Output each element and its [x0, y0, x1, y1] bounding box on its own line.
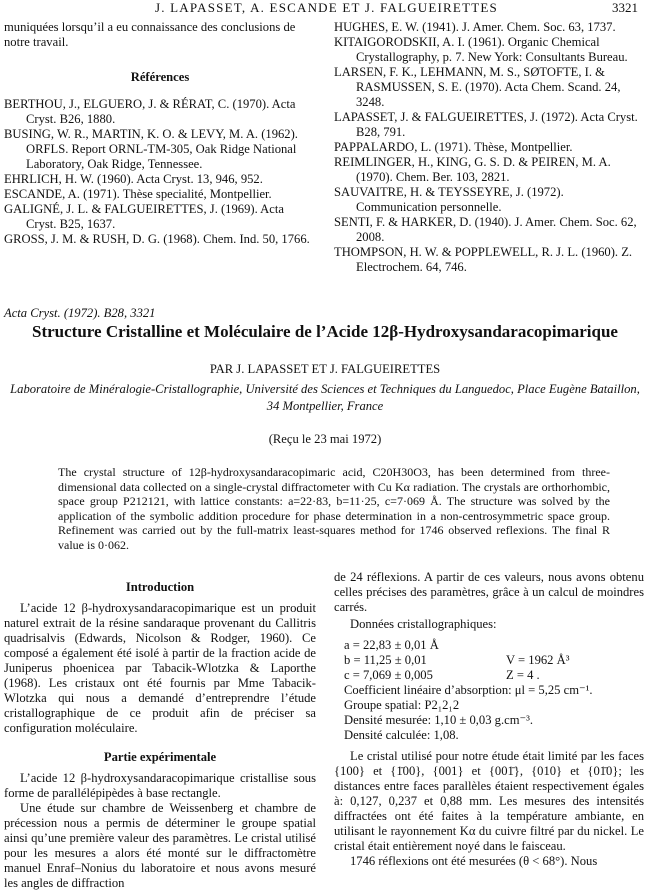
references-left-column [4, 20, 316, 247]
lattice-c: c = 7,069 ± 0,005 [344, 668, 433, 682]
reference-item: SAUVAITRE, H. & TEYSSEYRE, J. (1972). Communication personnelle. [334, 185, 564, 214]
reference-item: EHRLICH, H. W. (1960). Acta Cryst. 13, 946, 952. [4, 172, 263, 186]
reference-item: GALIGNÉ, J. L. & FALGUEIRETTES, J. (1969). Acta Cryst. B25, 1637. [4, 202, 284, 231]
reference-item: THOMPSON, H. W. & POPPLEWELL, R. J. L. (1960). Z. Electrochem. 64, 746. [334, 245, 633, 274]
page-number: 3321 [612, 0, 638, 15]
right-paragraph-2: Le cristal utilisé pour notre étude était limité par les faces {100} et {1̄00}, {001} et {001̄}, {010} et {01̄0}; les distances entre faces parallèles étaient respectivement égales à: 0,127, 0,237 et 0,88 mm. Les mesures des intensités diffractées ont été faites à la température ambiante, en utilisant le rayonnement Kα du cuivre filtré par du nickel. Le cristal était entièrement noyé dans le faisceau. [334, 749, 644, 853]
right-paragraph-1: de 24 réflexions. A partir de ces valeurs, nous avons obtenu celles précises des paramètres, grâce à un calcul de moindres carrés. [334, 570, 644, 614]
reference-list-left [4, 97, 316, 247]
reference-item: LAPASSET, J. & FALGUEIRETTES, J. (1972). Acta Cryst. B28, 791. [334, 110, 638, 139]
reference-item: BERTHOU, J., ELGUERO, J. & RÉRAT, C. (1970). Acta Cryst. B26, 1880. [4, 97, 296, 126]
experimental-paragraph-2: Une étude sur chambre de Weissenberg et chambre de précession nous a permis de déterminer le groupe spatial ainsi qu’une première valeur des paramètres. Le cristal utilisé pour les mesures a alors été monté sur le diffractomètre manuel Enraf–Nonius du laboratoire et nous avons mesuré les angles de diffraction [4, 801, 316, 890]
carryover-text: muniquées lorsqu’il a eu connaissance des conclusions de notre travail. [4, 20, 296, 49]
body-left-column [4, 574, 316, 891]
calculated-density: Densité calculée: 1,08. [344, 728, 459, 742]
references-heading: Références [130, 70, 190, 84]
measured-density: Densité mesurée: 1,10 ± 0,03 g.cm⁻³. [344, 713, 534, 727]
article-affiliation: Laboratoire de Minéralogie-Cristallographie, Université des Sciences et Techniques du Languedoc, Place Eugène Bataillon, 34 Montpellier, France [10, 382, 640, 413]
body-right-column [334, 570, 644, 869]
crystal-data-heading: Données cristallographiques: [350, 617, 497, 631]
lattice-a: a = 22,83 ± 0,01 Å [344, 638, 439, 652]
z-value: Z = 4 . [506, 668, 540, 682]
running-header [0, 0, 650, 16]
introduction-heading: Introduction [125, 580, 195, 594]
article-title: Structure Cristalline et Moléculaire de l’Acide 12β-Hydroxysandaracopimarique [32, 322, 618, 341]
reference-item: KITAIGORODSKII, A. I. (1961). Organic Chemical Crystallography, p. 7. New York: Consultants Bureau. [334, 35, 628, 64]
reference-item: HUGHES, E. W. (1941). J. Amer. Chem. Soc. 63, 1737. [334, 20, 616, 34]
references-right-column [334, 20, 644, 275]
crystal-data-block [334, 638, 644, 743]
reference-item: SENTI, F. & HARKER, D. (1940). J. Amer. Chem. Soc. 62, 2008. [334, 215, 637, 244]
reference-item: BUSING, W. R., MARTIN, K. O. & LEVY, M. A. (1962). ORFLS. Report ORNL-TM-305, Oak Ridge National Laboratory, Oak Ridge, Tennessee. [4, 127, 298, 171]
article-citation: Acta Cryst. (1972). B28, 3321 [4, 306, 156, 320]
article-authors: PAR J. LAPASSET ET J. FALGUEIRETTES [209, 362, 441, 376]
cell-volume: V = 1962 Å³ [506, 653, 570, 667]
received-date: (Reçu le 23 mai 1972) [268, 432, 382, 446]
reference-item: PAPPALARDO, L. (1971). Thèse, Montpellier. [334, 140, 573, 154]
lattice-b: b = 11,25 ± 0,01 [344, 653, 427, 667]
abstract: The crystal structure of 12β-hydroxysandaracopimaric acid, C20H30O3, has been determined from three-dimensional data collected on a single-crystal diffractometer with Cu Kα radiation. The crystals are orthorhombic, space group P212121, with lattice constants: a=22·83, b=11·25, c=7·069 Å. The structure was solved by the application of the symbolic addition procedure for phase determination in a non-centrosymmetric space group. Refinement was carried out by the full-matrix least-squares method for 1746 observed reflexions. The final R value is 0·062. [58, 465, 610, 552]
reference-item: ESCANDE, A. (1971). Thèse specialité, Montpellier. [4, 187, 272, 201]
introduction-text: L’acide 12 β-hydroxysandaracopimarique est un produit naturel extrait de la résine sandaraque provenant du Callitris quadrisalvis (Edwards, Nicolson & Rodger, 1960). Ce composé a également été isolé à partir de la fraction acide de Juniperus phoenicea par Tabacik-Wlotzka & Laporthe (1968). Les cristaux ont été fournis par Mme Tabacik-Wlotzka qui nous a demandé d’entreprendre l’étude cristallographique de ce produit afin de préciser sa configuration moléculaire. [4, 601, 316, 735]
running-title: J. LAPASSET, A. ESCANDE ET J. FALGUEIRETTES [155, 0, 498, 15]
space-group: Groupe spatial: P2₁2₁2 [344, 698, 460, 712]
reference-item: LARSEN, F. K., LEHMANN, M. S., SØTOFTE, I. & RASMUSSEN, S. E. (1970). Acta Chem. Scand. 24, 3248. [334, 65, 621, 109]
experimental-paragraph-1: L’acide 12 β-hydroxysandaracopimarique cristallise sous forme de parallélépipèdes à base rectangle. [4, 771, 316, 800]
reference-item: REIMLINGER, H., KING, G. S. D. & PEIREN, M. A. (1970). Chem. Ber. 103, 2821. [334, 155, 611, 184]
absorption-coefficient: Coefficient linéaire d’absorption: μl = 5,25 cm⁻¹. [344, 683, 593, 697]
right-paragraph-3: 1746 réflexions ont été mesurées (θ < 68°). Nous [350, 854, 598, 868]
experimental-heading: Partie expérimentale [103, 750, 217, 764]
reference-item: GROSS, J. M. & RUSH, D. G. (1968). Chem. Ind. 50, 1766. [4, 232, 310, 246]
